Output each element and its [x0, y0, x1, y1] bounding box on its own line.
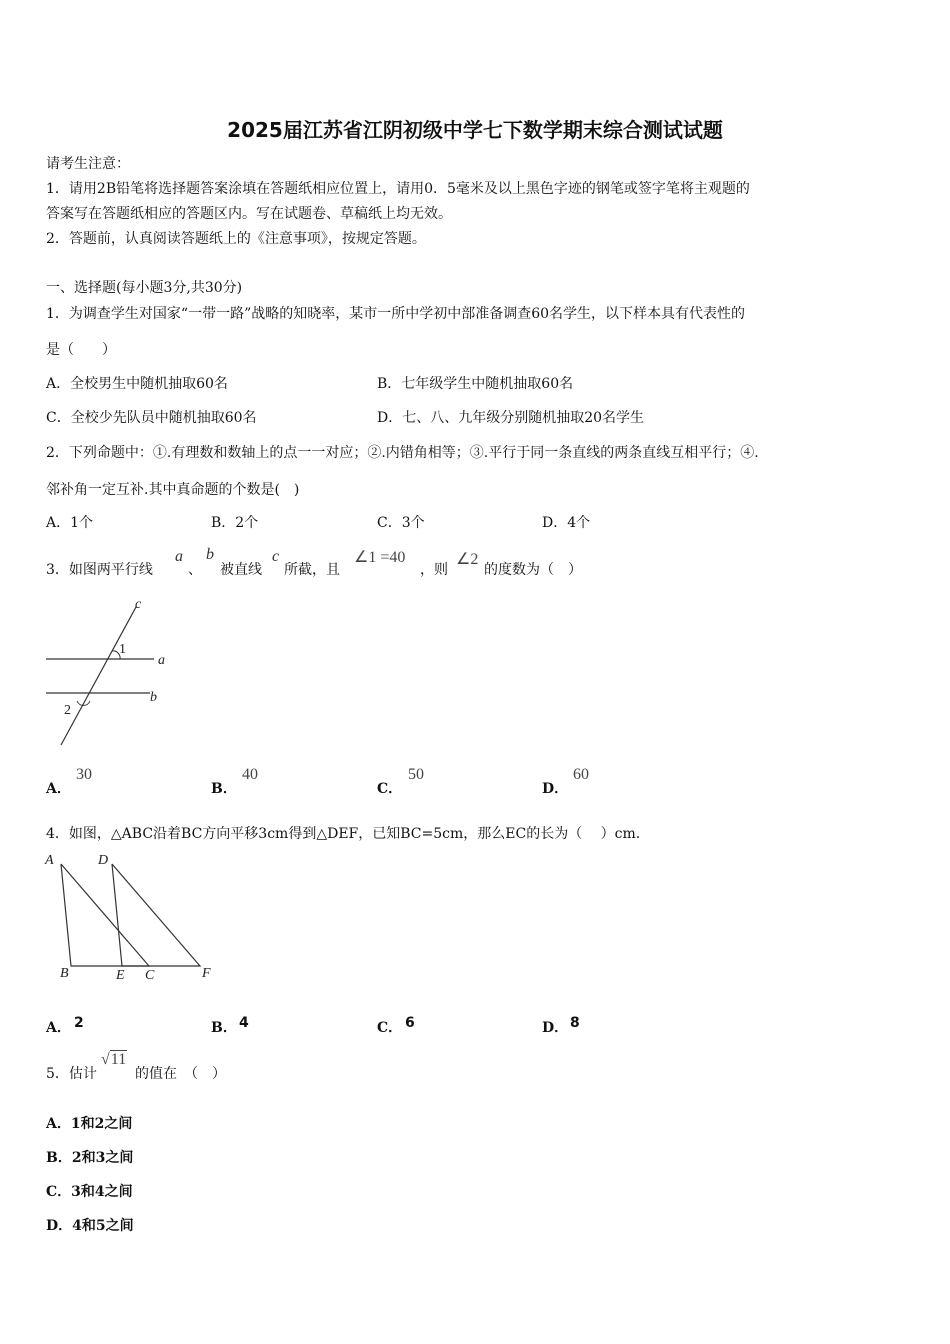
- q2-stem-a: 2．下列命题中：①.有理数和数轴上的点一一对应；②.内错角相等；③.平行于同一条直线的两条直线互相平行；④.: [46, 445, 759, 461]
- q3-option-c: C．: [377, 781, 403, 797]
- q5-option-d: D．4和5之间: [46, 1218, 134, 1234]
- q3-option-a: A．: [46, 781, 71, 797]
- q1-stem-b: 是（ ）: [46, 342, 116, 358]
- q5-stem-part-2: 的值在 （ ）: [135, 1066, 226, 1082]
- q3-option-c-value: 50: [408, 766, 424, 783]
- q3-angle-2: ∠2: [456, 551, 479, 568]
- label-point-e: E: [116, 968, 125, 983]
- q2-option-c: C．3个: [377, 515, 425, 531]
- q5-option-b: B．2和3之间: [46, 1150, 134, 1166]
- label-b: b: [150, 690, 157, 705]
- page-title: 2025届江苏省江阴初级中学七下数学期末综合测试试题: [227, 118, 723, 142]
- label-point-f: F: [202, 966, 211, 981]
- q3-parallel-lines-figure: [40, 595, 180, 750]
- label-a: a: [158, 653, 165, 668]
- q3-stem-part-4: 所截，且: [284, 562, 340, 578]
- label-1: 1: [119, 642, 126, 657]
- q3-var-b: b: [206, 546, 214, 563]
- q1-option-b: B．七年级学生中随机抽取60名: [377, 376, 574, 392]
- q5-option-c: C．3和4之间: [46, 1184, 133, 1200]
- q1-option-a: A．全校男生中随机抽取60名: [46, 376, 228, 392]
- label-point-b: B: [60, 966, 69, 981]
- notice-line-1a: 1．请用2B铅笔将选择题答案涂填在答题纸相应位置上，请用0．5毫米及以上黑色字迹的钢笔或签字笔将主观题的: [46, 181, 750, 197]
- q4-option-d: D．: [542, 1020, 569, 1036]
- q3-condition: ∠1 =40: [354, 549, 406, 566]
- q3-stem-part-3: 被直线: [220, 562, 262, 578]
- q2-option-a: A．1个: [46, 515, 94, 531]
- label-c: c: [135, 597, 142, 612]
- triangle-def: [112, 864, 200, 966]
- q3-stem-part-6: 的度数为（ ）: [484, 562, 582, 578]
- q4-option-a-value: 2: [74, 1015, 84, 1031]
- q4-option-c: C．: [377, 1020, 403, 1036]
- q3-stem-part-5: ，则: [420, 562, 448, 578]
- q2-stem-b: 邻补角一定互补.其中真命题的个数是( ): [46, 482, 300, 498]
- q3-option-d-value: 60: [573, 766, 589, 783]
- q4-option-b: B．: [211, 1020, 237, 1036]
- sqrt-sign-icon: √: [101, 1051, 110, 1068]
- q2-option-d: D．4个: [542, 515, 591, 531]
- label-point-c: C: [145, 968, 155, 983]
- label-point-d: D: [98, 853, 109, 868]
- q3-stem-part-1: 3．如图两平行线: [46, 562, 153, 578]
- notice-line-2: 2．答题前，认真阅读答题纸上的《注意事项》，按规定答题。: [46, 231, 426, 247]
- q5-sqrt-expression: [101, 1049, 127, 1069]
- q1-option-c: C．全校少先队员中随机抽取60名: [46, 410, 257, 426]
- q4-triangle-translation-figure: [40, 848, 220, 986]
- q4-option-c-value: 6: [405, 1015, 415, 1031]
- q2-option-b: B．2个: [211, 515, 259, 531]
- label-2: 2: [64, 703, 71, 718]
- triangle-abc: [61, 864, 149, 966]
- q5-stem-part-1: 5．估计: [46, 1066, 97, 1082]
- q5-radicand: 11: [110, 1051, 127, 1068]
- section-heading: 一、选择题(每小题3分,共30分): [46, 280, 243, 296]
- q4-option-d-value: 8: [570, 1015, 580, 1031]
- q1-option-d: D．七、八、九年级分别随机抽取20名学生: [377, 410, 645, 426]
- q4-option-a: A．: [46, 1020, 71, 1036]
- notice-line-1b: 答案写在答题纸相应的答题区内。写在试题卷、草稿纸上均无效。: [46, 206, 452, 222]
- q5-option-a: A．1和2之间: [46, 1116, 133, 1132]
- q1-stem-a: 1．为调查学生对国家“一带一路”战略的知晓率，某市一所中学初中部准备调查60名学生，以下样本具有代表性的: [46, 306, 746, 322]
- label-point-a: A: [45, 853, 54, 868]
- q4-option-b-value: 4: [239, 1015, 249, 1031]
- q4-stem: 4．如图，△ABC沿着BC方向平移3cm得到△DEF，已知BC=5cm，那么EC的长为（ ）cm.: [46, 826, 641, 842]
- notice-heading: 请考生注意：: [46, 156, 130, 172]
- q3-option-a-value: 30: [76, 766, 92, 783]
- q3-var-c: c: [272, 548, 280, 565]
- line-c: [61, 607, 136, 745]
- q3-stem-part-2: 、: [188, 562, 202, 578]
- q3-var-a: a: [175, 548, 183, 565]
- q3-option-d: D．: [542, 781, 569, 797]
- q3-option-b: B．: [211, 781, 237, 797]
- q3-option-b-value: 40: [242, 766, 258, 783]
